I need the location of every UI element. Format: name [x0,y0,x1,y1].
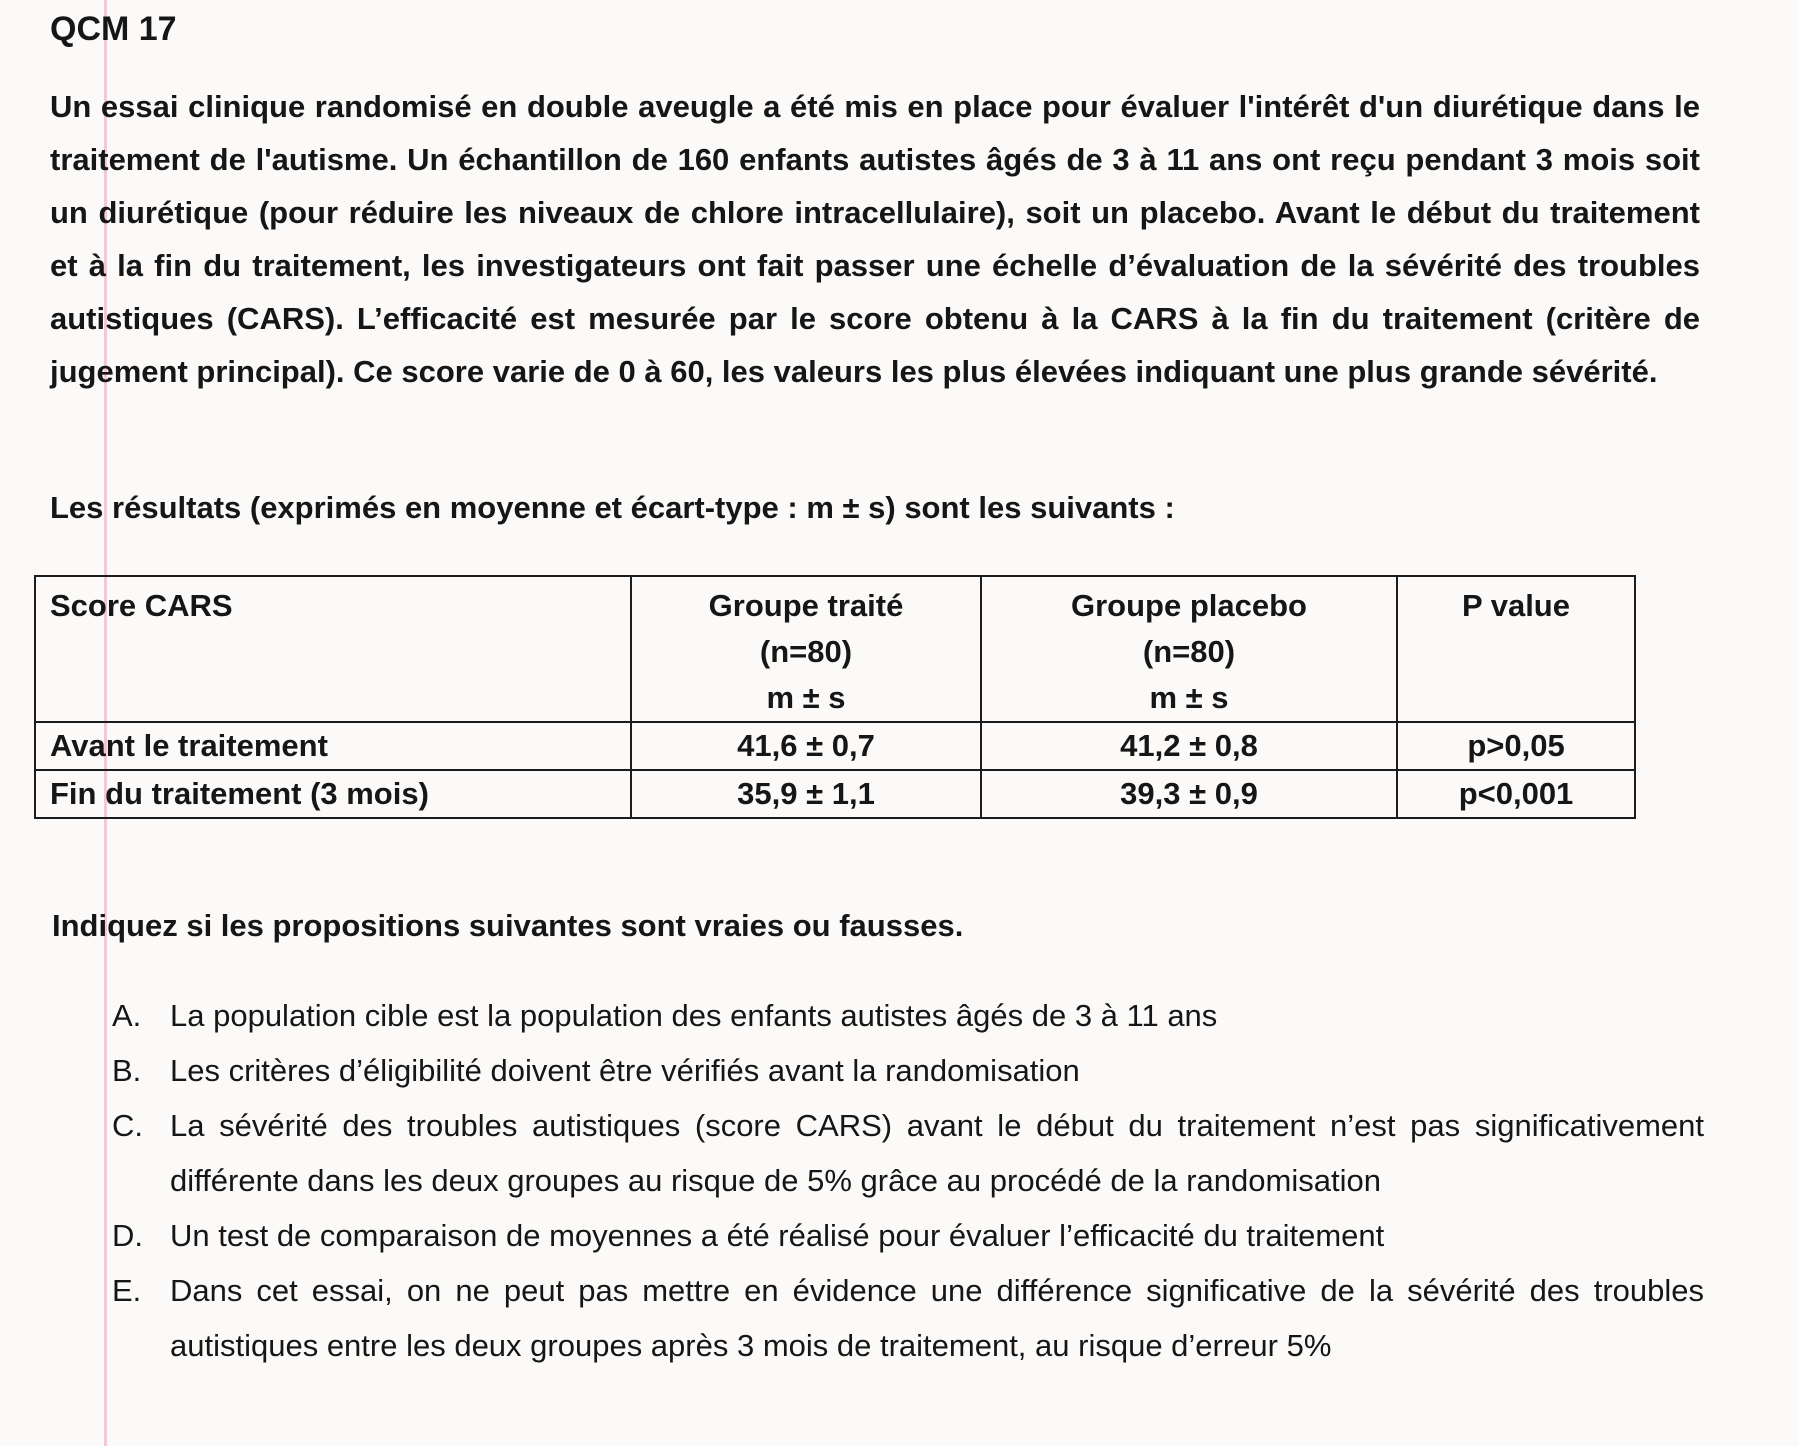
proposition-text: Un test de comparaison de moyennes a été réalisé pour évaluer l’efficacité du traitement [170,1218,1385,1253]
table-header-row [35,576,1635,722]
results-intro: Les résultats (exprimés en moyenne et écart-type : m ± s) sont les suivants : [50,490,1175,525]
table-row [35,722,1635,770]
proposition-d [112,1208,1704,1263]
results-table [34,575,1636,819]
header-groupe-placebo: Groupe placebo (n=80) m ± s [981,576,1397,722]
proposition-letter: D. [112,1218,143,1253]
proposition-a [112,988,1704,1043]
cell-placebo: 41,2 ± 0,8 [981,722,1397,770]
proposition-letter: C. [112,1108,143,1143]
proposition-text: La sévérité des troubles autistiques (score CARS) avant le début du traitement n’est pas significativement différente dans les deux groupes au risque de 5% grâce au procédé de la randomisation [170,1108,1704,1198]
header-p-value: P value [1397,576,1635,722]
question-title: QCM 17 [50,10,177,48]
proposition-c [112,1098,1704,1208]
cell-placebo: 39,3 ± 0,9 [981,770,1397,818]
proposition-text: La population cible est la population des enfants autistes âgés de 3 à 11 ans [170,998,1218,1033]
table-row [35,770,1635,818]
cell-traite: 41,6 ± 0,7 [631,722,981,770]
row-label: Fin du traitement (3 mois) [35,770,631,818]
question-statement: Un essai clinique randomisé en double aveugle a été mis en place pour évaluer l'intérêt d'un diurétique dans le traitement de l'autisme. Un échantillon de 160 enfants autistes âgés de 3 à 11 ans ont reçu pendant 3 mois soit un diurétique (pour réduire les niveaux de chlore intracellulaire), soit un placebo. Avant le début du traitement et à la fin du traitement, les investigateurs ont fait passer une échelle d’évaluation de la sévérité des troubles autistiques (CARS). L’efficacité est mesurée par le score obtenu à la CARS à la fin du traitement (critère de jugement principal). Ce score varie de 0 à 60, les valeurs les plus élevées indiquant une plus grande sévérité. [50,89,1700,389]
propositions-list [112,988,1704,1373]
header-groupe-traite: Groupe traité (n=80) m ± s [631,576,981,722]
proposition-e [112,1263,1704,1373]
proposition-letter: A. [112,998,142,1033]
proposition-text: Les critères d’éligibilité doivent être vérifiés avant la randomisation [170,1053,1080,1088]
cell-traite: 35,9 ± 1,1 [631,770,981,818]
proposition-letter: E. [112,1273,142,1308]
row-label: Avant le traitement [35,722,631,770]
cell-p-value: p>0,05 [1397,722,1635,770]
proposition-letter: B. [112,1053,142,1088]
proposition-b [112,1043,1704,1098]
instruction: Indiquez si les propositions suivantes sont vraies ou fausses. [52,908,964,943]
cell-p-value: p<0,001 [1397,770,1635,818]
header-score-cars: Score CARS [35,576,631,722]
proposition-text: Dans cet essai, on ne peut pas mettre en évidence une différence significative de la sévérité des troubles autistiques entre les deux groupes après 3 mois de traitement, au risque d’erreur 5% [170,1273,1704,1363]
